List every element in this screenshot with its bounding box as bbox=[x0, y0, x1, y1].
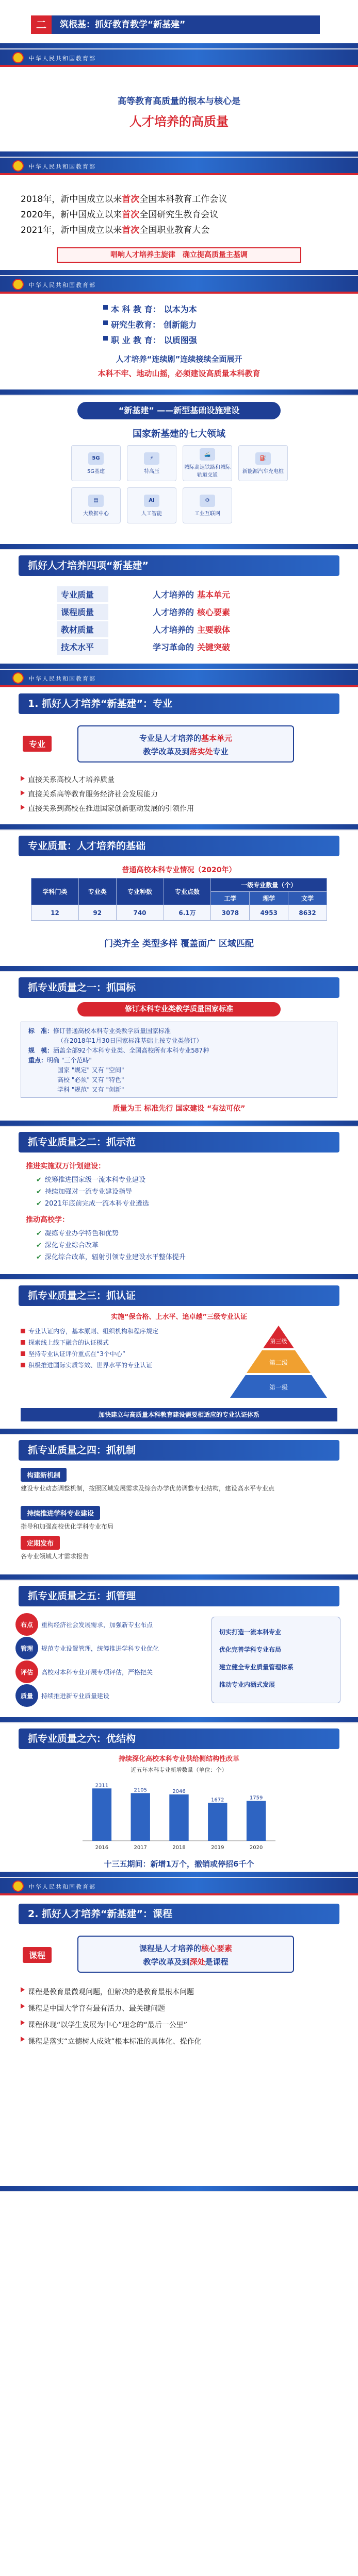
demo-list-2 bbox=[36, 1228, 186, 1263]
education-type-item: 职 业 教 育： 以质图强 bbox=[103, 333, 197, 348]
major-slide bbox=[0, 670, 358, 831]
four-item: 技术水平 学习革命的 关键突破 bbox=[57, 638, 301, 655]
ministry-band bbox=[0, 670, 358, 687]
list-item: ✔ 持续加强对一流专业建设指导 bbox=[36, 1186, 149, 1198]
chart-title: 近五年本科专业新增数量（单位：个） bbox=[131, 1767, 227, 1773]
ministry-name: 中华人民共和国教育部 bbox=[29, 282, 96, 289]
standards-slide bbox=[0, 972, 358, 1127]
table-row: 12 92 740 6.1万 3078 4953 8632 bbox=[31, 905, 327, 921]
four-item: 专业质量 人才培养的 基本单元 bbox=[57, 585, 301, 603]
slide-footer-band bbox=[0, 43, 358, 48]
triangle-bullet-icon bbox=[21, 805, 25, 810]
triangle-bullet-icon bbox=[21, 790, 25, 795]
mechanism-tag-1: 构建新机制 bbox=[21, 1468, 67, 1482]
table-caption: 门类齐全 类型多样 覆盖面广 区域匹配 bbox=[104, 939, 254, 949]
four-items-list bbox=[57, 585, 301, 655]
demo-subtitle-2: 推动高校学： bbox=[26, 1216, 69, 1224]
four-item: 课程质量 人才培养的 核心要素 bbox=[57, 603, 301, 620]
bullet-icon bbox=[103, 305, 108, 310]
standard-line: 重点：明确 "三个范畴" bbox=[28, 1057, 92, 1064]
train-icon: 🚄 bbox=[200, 448, 215, 461]
charger-icon: ⛽ bbox=[255, 452, 271, 465]
management-summary bbox=[211, 1617, 340, 1703]
demo-subtitle-1: 推进实施双万计划建设： bbox=[26, 1162, 105, 1171]
conference-item: 2018年，新中国成立以来首次全国本科教育工作会议 bbox=[21, 194, 227, 205]
management-item: 质量 持续推进新专业质量建设 bbox=[15, 1684, 201, 1707]
emblem-icon bbox=[12, 672, 24, 684]
field-5g: 5G 5G基建 bbox=[71, 445, 121, 481]
chart-bar bbox=[169, 1794, 188, 1841]
slide-title: 抓专业质量之六：优结构 bbox=[19, 1728, 339, 1749]
standard-line: 国家 "规定" 又有 "空间" bbox=[57, 1066, 124, 1074]
certification-bullets bbox=[21, 1326, 206, 1371]
slide-title: 2. 抓好人才培养“新基建”：课程 bbox=[19, 1904, 339, 1924]
standards-tagline: 质量为王 标准先行 国家建设 “有法可依” bbox=[112, 1105, 246, 1113]
ministry-name: 中华人民共和国教育部 bbox=[29, 55, 96, 62]
mechanism-desc-3: 各专业领域人才需求报告 bbox=[21, 1553, 89, 1560]
conference-slide bbox=[0, 158, 358, 276]
slide-title: 抓专业质量之二：抓示范 bbox=[19, 1132, 339, 1153]
major-stats-table: 学科门类 专业类 专业种数 专业点数 一级专业数量（个） 工学 理学 文学 12 92 740 6.1万 3078 4953 8632 bbox=[31, 878, 327, 921]
bar-value-label: 1759 bbox=[249, 1795, 263, 1801]
ministry-band bbox=[0, 158, 358, 175]
slide-footer-band bbox=[0, 270, 358, 275]
bullet-item: 直接关系高校人才培养质量 bbox=[21, 773, 194, 787]
field-ai: AI 人工智能 bbox=[127, 487, 176, 523]
bullet-item: 直接关系高等教育服务经济社会发展能力 bbox=[21, 787, 194, 802]
course-definition-box: 课程是人才培养的核心要素 教学改革及到深处是课程 bbox=[77, 1936, 294, 1973]
core-message-slide bbox=[0, 49, 358, 158]
certification-subtitle: 实施“保合格、上水平、追卓越”三级专业认证 bbox=[110, 1313, 248, 1321]
standard-line: 学科 "规范" 又有 "创新" bbox=[57, 1086, 124, 1093]
bullet-item: 探索线上线下融合的认证模式 bbox=[21, 1337, 206, 1348]
education-type-item: 本 科 教 育： 以本为本 bbox=[103, 302, 197, 317]
ministry-band bbox=[0, 276, 358, 294]
certification-slide bbox=[0, 1280, 358, 1435]
check-icon: ✔ bbox=[36, 1230, 42, 1238]
ai-chip-icon: AI bbox=[144, 495, 159, 507]
mechanism-tag-2: 持续推进学科专业建设 bbox=[21, 1506, 100, 1520]
field-charging: ⛽ 新能源汽车充电桩 bbox=[238, 445, 288, 481]
bar-value-label: 1672 bbox=[211, 1797, 224, 1803]
server-icon: ▤ bbox=[88, 495, 104, 507]
field-rail: 🚄 城际高速铁路和城际轨道交通 bbox=[183, 445, 232, 481]
bar-value-label: 2046 bbox=[172, 1788, 186, 1794]
ministry-name: 中华人民共和国教育部 bbox=[29, 163, 96, 170]
major-definition-box: 专业是人才培养的基本单元 教学改革及到落实处专业 bbox=[77, 725, 294, 762]
structure-subtitle: 持续深化高校本科专业供给侧结构性改革 bbox=[118, 1755, 239, 1763]
slide-title: 1. 抓好人才培养“新基建”：专业 bbox=[19, 693, 339, 714]
antenna-icon: 5G bbox=[88, 452, 104, 465]
table-title: 普通高校本科专业情况（2020年） bbox=[122, 866, 236, 874]
major-statistics-slide bbox=[0, 831, 358, 972]
x-tick-label: 2016 bbox=[95, 1845, 109, 1851]
triangle-bullet-icon bbox=[21, 1987, 25, 1992]
pyramid-label: 第二级 bbox=[269, 1359, 288, 1366]
education-type-list bbox=[103, 302, 197, 348]
chart-bar bbox=[131, 1793, 150, 1841]
standard-line: 规 模：涵盖全部92个本科专业类、全国高校所有本科专业587种 bbox=[28, 1047, 209, 1054]
bullet-item: 专业认证内容，基本原则、组织机构和程序规定 bbox=[21, 1326, 206, 1337]
emphasis-line: 本科不牢、地动山摇，必须建设高质量本科教育 bbox=[97, 369, 261, 378]
slide-footer-band bbox=[0, 151, 358, 157]
infrastructure-banner: “新基建” ——新型基础设施建设 bbox=[77, 402, 281, 419]
standards-details bbox=[21, 1022, 337, 1098]
list-item: ✔ 深化综合改革，辐射引领专业建设水平整体提升 bbox=[36, 1251, 186, 1263]
standard-line: 标 准：修订普通高校本科专业类教学质量国家标准 bbox=[28, 1027, 171, 1035]
x-tick-label: 2020 bbox=[249, 1845, 263, 1851]
course-slide bbox=[0, 1878, 358, 2192]
conference-list bbox=[21, 192, 337, 238]
series-line: 人才培养“连续剧”连续接续全面展开 bbox=[116, 354, 242, 364]
bullet-item: 课程是落实“立德树人成效”根本标准的具体化、操作化 bbox=[21, 2033, 337, 2050]
check-icon: ✔ bbox=[36, 1253, 42, 1261]
certification-pyramid bbox=[222, 1324, 335, 1401]
x-tick-label: 2019 bbox=[211, 1845, 224, 1851]
section-header-slide bbox=[0, 0, 358, 49]
slide-title: 抓专业质量之三：抓认证 bbox=[19, 1285, 339, 1306]
mechanism-desc-1: 建设专业动态调整机制，按照区域发展需求及综合办学优势调整专业结构，建设高水平专业点 bbox=[21, 1485, 275, 1492]
triangle-bullet-icon bbox=[21, 2004, 25, 2009]
list-item: ✔ 2021年底前完成一流本科专业遴选 bbox=[36, 1198, 149, 1210]
field-industrial-internet: ⚙ 工业互联网 bbox=[183, 487, 232, 523]
seven-fields-subtitle: 国家新基建的七大领域 bbox=[133, 429, 225, 439]
check-icon: ✔ bbox=[36, 1200, 42, 1208]
slide-title: 抓专业质量之五：抓管理 bbox=[19, 1586, 339, 1606]
pyramid-level-3 bbox=[263, 1326, 294, 1348]
course-tag: 课程 bbox=[23, 1947, 52, 1963]
check-icon: ✔ bbox=[36, 1188, 42, 1196]
bullet-item: 直接关系到高校在推进国家创新驱动发展的引领作用 bbox=[21, 802, 194, 816]
slide-footer-band bbox=[0, 544, 358, 549]
management-items bbox=[15, 1613, 201, 1707]
bullet-icon bbox=[21, 1363, 25, 1367]
slide-footer-band bbox=[0, 966, 358, 971]
ministry-band bbox=[0, 1878, 358, 1895]
slide-footer-band bbox=[0, 1429, 358, 1434]
bullet-item: 坚持专业认证评价重点在“3个中心” bbox=[21, 1348, 206, 1360]
triangle-bullet-icon bbox=[21, 2037, 25, 2042]
field-data-center: ▤ 大数据中心 bbox=[71, 487, 121, 523]
management-item: 管理 规范专业设置管理，统筹推进学科专业优化 bbox=[15, 1636, 201, 1660]
education-types-slide bbox=[0, 276, 358, 396]
bullet-icon bbox=[21, 1340, 25, 1345]
slide-footer-band bbox=[0, 1717, 358, 1722]
ministry-band bbox=[0, 49, 358, 67]
mechanism-tag-3: 定期发布 bbox=[21, 1536, 60, 1550]
new-majors-bar-chart bbox=[72, 1775, 286, 1852]
four-item: 教材质量 人才培养的 主要载体 bbox=[57, 620, 301, 638]
bullet-item: 课程是教育最微观问题，但解决的是教育最根本问题 bbox=[21, 1984, 337, 2001]
structure-summary: 十三五期间：新增1万个，撤销或停招6千个 bbox=[104, 1859, 254, 1869]
major-tag: 专业 bbox=[23, 736, 52, 752]
bullet-icon bbox=[21, 1329, 25, 1333]
bullet-item: 课程体现“以学生发展为中心”理念的“最后一公里” bbox=[21, 2017, 337, 2033]
management-slide bbox=[0, 1581, 358, 1723]
summary-item: 建立健全专业质量管理体系 bbox=[219, 1664, 294, 1671]
slide-title: 抓专业质量之四：抓机制 bbox=[19, 1440, 339, 1461]
bullet-icon bbox=[103, 336, 108, 341]
major-bullets bbox=[21, 773, 194, 816]
four-infrastructures-slide bbox=[0, 550, 358, 670]
pyramid-label: 第一级 bbox=[269, 1384, 288, 1391]
theme-banner: 唱响人才培养主旋律 确立提高质量主基调 bbox=[57, 247, 301, 263]
slide-title: 专业质量：人才培养的基础 bbox=[19, 836, 339, 856]
standards-subtitle: 修订本科专业类教学质量国家标准 bbox=[77, 1002, 281, 1016]
triangle-bullet-icon bbox=[21, 2020, 25, 2025]
summary-item: 切实打造一流本科专业 bbox=[219, 1629, 282, 1636]
conference-item: 2021年，新中国成立以来首次全国职业教育大会 bbox=[21, 225, 210, 235]
x-tick-label: 2018 bbox=[172, 1845, 186, 1851]
emblem-icon bbox=[12, 160, 24, 172]
slide-footer-band bbox=[0, 389, 358, 395]
section-title: 筑根基：抓好教育教学“新基建” bbox=[52, 15, 320, 34]
message-line-2: 人才培养的高质量 bbox=[129, 114, 229, 129]
bullet-icon bbox=[103, 320, 108, 325]
slide-title: 抓专业质量之一：抓国标 bbox=[19, 977, 339, 998]
education-type-item: 研究生教育： 创新能力 bbox=[103, 317, 197, 333]
slide-title: 抓好人才培养四项“新基建” bbox=[19, 555, 339, 576]
management-item: 布点 重构经济社会发展需求，加强新专业布点 bbox=[15, 1613, 201, 1636]
slide-footer-band bbox=[0, 664, 358, 669]
new-infrastructure-slide bbox=[0, 396, 358, 550]
ministry-name: 中华人民共和国教育部 bbox=[29, 675, 96, 682]
chart-bar bbox=[247, 1801, 266, 1841]
bullet-item: 积极推进国际实质等效、世界水平的专业认证 bbox=[21, 1360, 206, 1371]
slide-footer-band bbox=[0, 2186, 358, 2191]
slide-footer-band bbox=[0, 1274, 358, 1279]
slide-footer-band bbox=[0, 1121, 358, 1126]
demo-list-1 bbox=[36, 1174, 149, 1210]
mechanism-slide bbox=[0, 1435, 358, 1581]
ministry-name: 中华人民共和国教育部 bbox=[29, 1884, 96, 1890]
chart-bar bbox=[92, 1788, 111, 1841]
summary-item: 推动专业内涵式发展 bbox=[219, 1681, 275, 1688]
slide-footer-band bbox=[0, 824, 358, 829]
list-item: ✔ 凝练专业办学特色和优势 bbox=[36, 1228, 186, 1240]
check-icon: ✔ bbox=[36, 1176, 42, 1184]
check-icon: ✔ bbox=[36, 1242, 42, 1249]
factory-icon: ⚙ bbox=[200, 495, 215, 507]
message-line-1: 高等教育高质量的根本与核心是 bbox=[118, 96, 240, 107]
bullet-icon bbox=[21, 1351, 25, 1356]
seven-fields-grid bbox=[71, 445, 288, 523]
power-tower-icon: ⚡ bbox=[144, 452, 159, 465]
mechanism-desc-2: 指导和加强高校优化学科专业布局 bbox=[21, 1523, 114, 1530]
bullet-item: 课程是中国大学育有最有活力、最关键问题 bbox=[21, 2001, 337, 2017]
certification-footer: 加快建立与高质量本科教育建设需要相适应的专业认证体系 bbox=[21, 1408, 337, 1421]
emblem-icon bbox=[12, 279, 24, 290]
pyramid-label: 第三级 bbox=[270, 1338, 287, 1345]
course-bullets bbox=[21, 1984, 337, 2050]
slide-footer-band bbox=[0, 1872, 358, 1877]
management-item: 评估 高校对本科专业开展专项评估，严格把关 bbox=[15, 1660, 201, 1684]
emblem-icon bbox=[12, 52, 24, 63]
list-item: ✔ 统筹推进国家级一流本科专业建设 bbox=[36, 1174, 149, 1186]
chart-bar bbox=[208, 1803, 227, 1841]
bar-value-label: 2105 bbox=[134, 1787, 147, 1793]
slide-footer-band bbox=[0, 1574, 358, 1580]
bar-value-label: 2311 bbox=[95, 1783, 109, 1789]
section-number: 二 bbox=[31, 15, 52, 34]
triangle-bullet-icon bbox=[21, 776, 25, 781]
standard-line: 高校 "必须" 又有 "特色" bbox=[57, 1076, 124, 1083]
field-uhv: ⚡ 特高压 bbox=[127, 445, 176, 481]
emblem-icon bbox=[12, 1880, 24, 1892]
standard-line: （在2018年1月30日国家标准基础上按专业类修订） bbox=[57, 1037, 203, 1044]
summary-item: 优化完善学科专业布局 bbox=[219, 1646, 282, 1653]
list-item: ✔ 深化专业综合改革 bbox=[36, 1240, 186, 1251]
structure-slide bbox=[0, 1723, 358, 1878]
conference-item: 2020年，新中国成立以来首次全国研究生教育会议 bbox=[21, 210, 219, 220]
x-tick-label: 2017 bbox=[134, 1845, 147, 1851]
demonstration-slide bbox=[0, 1127, 358, 1280]
